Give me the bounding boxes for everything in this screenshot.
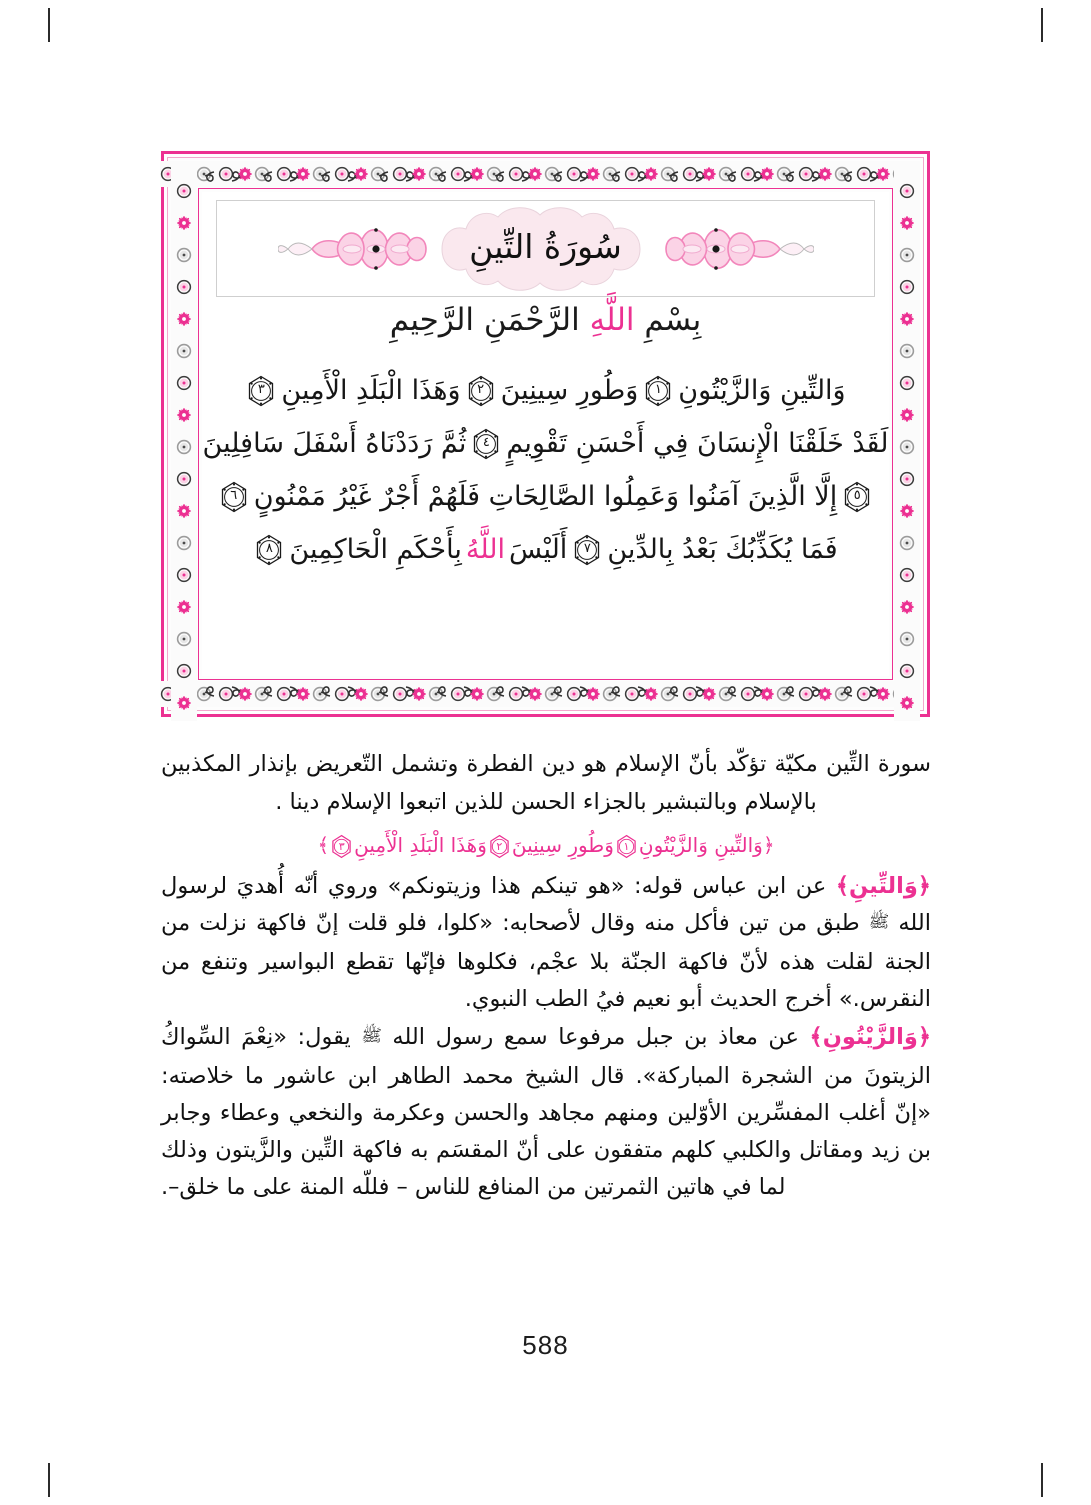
ayah-text-segment: وَهَذَا الْبَلَدِ الْأَمِينِ (281, 375, 461, 406)
ayah-number-marker (571, 534, 603, 566)
verse-reference-zaytun: ﴿وَالزَّيْتُونِ﴾ (809, 1024, 932, 1050)
ayah-number: ٤ (482, 435, 490, 450)
quote-ayah-mark-1 (614, 834, 639, 859)
commentary-tin-body-b: طبق من تين فأكل منه وقال لأصحابه: «كلوا، فلو قلت إنّ فاكهة نزلت من الجنة لقلت هذه لأنّ فاكهة الجنّة بلا عجْم، فكلوها فإنّها تقطع البواسير وتنفع من النقرس.» أخرج الحديث أبو نعيم فيُ الطب النبوي. (161, 910, 931, 1012)
ayah-number: ٣ (257, 382, 265, 397)
ayah-line (218, 523, 873, 576)
quote-ayah-mark-2 (487, 834, 512, 859)
crop-mark-top-left (48, 8, 50, 42)
floral-border-band (167, 157, 924, 711)
quote-segment-3: وَهَذَا الْبَلَدِ الْأَمِينِ (354, 833, 487, 857)
quote-close-bracket: ﴾ (317, 833, 330, 857)
quran-ornamental-frame (161, 151, 930, 717)
ayah-line (218, 364, 873, 417)
ayah-text-segment: بِأَحْكَمِ الْحَاكِمِينَ (289, 534, 462, 565)
ayah-text-segment: ثُمَّ رَدَدْنَاهُ أَسْفَلَ سَافِلِينَ (202, 428, 467, 459)
ayah-line (202, 417, 889, 470)
ayah-number: ٦ (230, 488, 238, 503)
ayah-number-marker (841, 481, 873, 513)
quran-verses-block (202, 364, 889, 576)
commentary-tin-body-a: عن ابن عباس قوله: «هو تينكم هذا وزيتونكم» وروي أنّه أُهديَ لرسول الله (161, 873, 931, 936)
quote-ayah-mark-3 (329, 834, 354, 859)
commentary-paragraph-tin (161, 868, 931, 1018)
commentary-section (161, 745, 931, 1207)
commentary-zaytun-body-b: يقول: «نِعْمَ السِّواكُ الزيتونَ من الشجرة المباركة». قال الشيخ محمد الطاهر ابن عاشور ما خلاصته: «إنّ أغلب المفسِّرين الأوّلين ومنهم مجاهد والحسن وعكرمة والنخعي وعطاء وجابر بن زيد ومقاتل والكلبي كلهم متفقون على أنّ المقسَم به فاكهة التِّين والزَّيتون وذلك لما في هاتين الثمرتين من المنافع للناس – فللّه المنة على ما خلق–. (161, 1024, 931, 1200)
sallallahu-alayhi-wasallam-icon: ﷺ (868, 912, 890, 932)
ayah-text-segment: إِلَّا الَّذِينَ آمَنُوا وَعَمِلُوا الصَّالِحَاتِ فَلَهُمْ أَجْرٌ غَيْرُ مَمْنُونٍ (253, 481, 838, 512)
verse-quotation-line (161, 827, 931, 864)
ayah-text-segment: أَلَيْسَ (509, 534, 568, 565)
basmala-prefix: بِسْمِ (634, 302, 702, 338)
surah-title: سُورَةُ التِّينِ (469, 227, 622, 266)
commentary-paragraph-zaytun (161, 1019, 931, 1206)
quran-text-plate (202, 192, 889, 676)
ayah-number-marker (253, 534, 285, 566)
ayah-text-allah: اللَّهُ (465, 534, 506, 565)
sallallahu-alayhi-wasallam-icon-2: ﷺ (361, 1026, 382, 1046)
ayah-text-segment: وَطُورِ سِينِينَ (500, 375, 639, 406)
floral-border-left-icon (171, 161, 197, 721)
ayah-number: ٥ (853, 488, 861, 503)
verse-reference-tin: ﴿وَالتِّينِ﴾ (835, 873, 931, 899)
quote-ayah-number-2: ٢ (496, 840, 503, 853)
ayah-number-marker (642, 375, 674, 407)
commentary-zaytun-body-a: عن معاذ بن جبل مرفوعا سمع رسول الله (381, 1024, 810, 1050)
ayah-text-segment: فَمَا يُكَذِّبُكَ بَعْدُ بِالدِّينِ (607, 534, 838, 565)
quote-ayah-number-3: ٣ (338, 840, 345, 853)
ayah-text-segment: وَالتِّينِ وَالزَّيْتُونِ (678, 375, 846, 406)
floral-border-right-icon (894, 161, 920, 721)
ayah-number: ١ (654, 382, 662, 397)
ayah-line (218, 470, 873, 523)
ayah-number-marker (218, 481, 250, 513)
arabesque-ornament-left-icon (278, 214, 428, 284)
ayah-text-segment: لَقَدْ خَلَقْنَا الْإِنسَانَ فِي أَحْسَنِ تَقْوِيمٍ (506, 428, 889, 459)
quote-segment-1: وَالتِّينِ وَالزَّيْتُونِ (638, 833, 763, 857)
basmala-suffix: الرَّحْمَنِ الرَّحِيمِ (389, 302, 590, 338)
arabesque-ornament-right-icon (664, 214, 814, 284)
ayah-number: ٢ (477, 382, 485, 397)
surah-introduction-paragraph: سورة التِّين مكيّة تؤكّد بأنّ الإسلام هو دين الفطرة وتشمل التّعريض بإنذار المكذبين بالإسلام وبالتبشير بالجزاء الحسن للذين اتبعوا الإسلام دينا . (161, 751, 931, 815)
quote-ayah-number-1: ١ (623, 840, 630, 853)
basmala (202, 302, 889, 338)
page-number: 588 (522, 1330, 569, 1360)
basmala-allah: اللَّهِ (589, 302, 635, 338)
ayah-number-marker (465, 375, 497, 407)
ayah-number: ٧ (583, 541, 591, 556)
crop-mark-bottom-left (48, 1463, 50, 1497)
ayah-number-marker (470, 428, 502, 460)
crop-mark-top-right (1041, 8, 1043, 42)
ayah-number: ٨ (265, 541, 273, 556)
quote-segment-2: وَطُورِ سِينِينَ (511, 833, 614, 857)
crop-mark-bottom-right (1041, 1463, 1043, 1497)
ayah-number-marker (245, 375, 277, 407)
floral-border-bottom-icon (160, 681, 920, 707)
surah-title-row (216, 200, 875, 297)
floral-border-top-icon (160, 161, 920, 187)
quote-open-bracket: ﴿ (762, 833, 775, 857)
surah-title-cartouche (428, 203, 664, 295)
